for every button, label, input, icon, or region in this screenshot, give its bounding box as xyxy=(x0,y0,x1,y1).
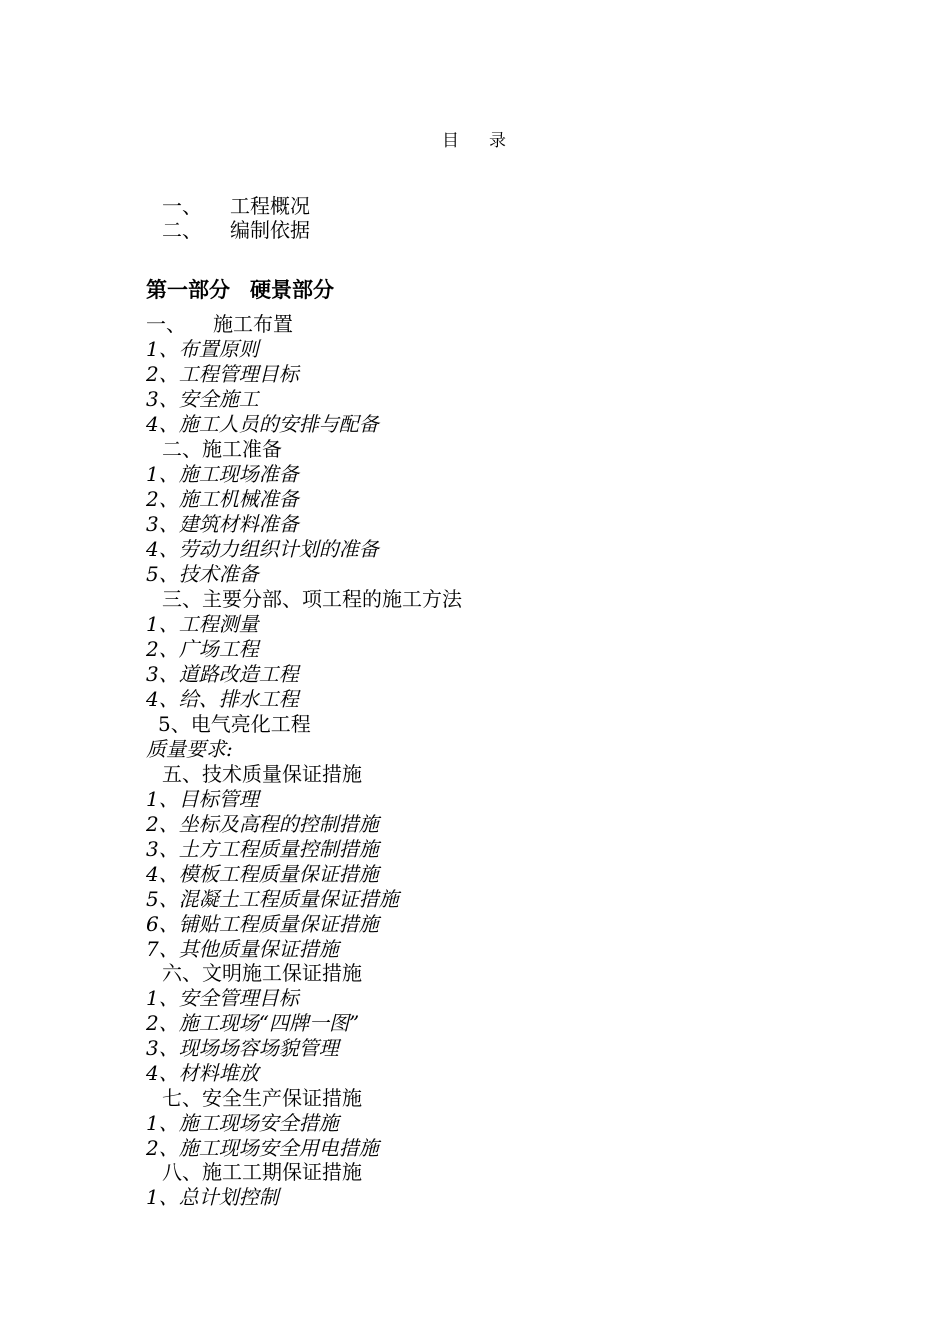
toc-line: 4、劳动力组织计划的准备 xyxy=(146,537,379,561)
toc-line: 5、技术准备 xyxy=(146,562,259,586)
toc-line: 5、电气亮化工程 xyxy=(158,712,311,736)
toc-line: 2、广场工程 xyxy=(146,637,259,661)
toc-section: 八、施工工期保证措施 xyxy=(162,1160,362,1184)
toc-title xyxy=(0,126,950,151)
toc-section: 五、技术质量保证措施 xyxy=(162,762,362,786)
toc-line: 2、施工现场安全用电措施 xyxy=(146,1136,379,1160)
toc-line: 1、施工现场安全措施 xyxy=(146,1111,339,1135)
toc-section: 六、文明施工保证措施 xyxy=(162,961,362,985)
part-heading: 第一部分 硬景部分 xyxy=(146,277,334,302)
toc-line: 3、建筑材料准备 xyxy=(146,512,299,536)
toc-line: 7、其他质量保证措施 xyxy=(146,937,339,961)
toc-section: 二、施工准备 xyxy=(162,437,282,461)
toc-line: 1、布置原则 xyxy=(146,337,259,361)
toc-line: 4、施工人员的安排与配备 xyxy=(146,412,379,436)
toc-line: 2、施工机械准备 xyxy=(146,487,299,511)
toc-line: 3、安全施工 xyxy=(146,387,259,411)
toc-line: 1、工程测量 xyxy=(146,612,259,636)
toc-line: 6、铺贴工程质量保证措施 xyxy=(146,912,379,936)
section-heading: 一、 施工布置 xyxy=(146,312,293,336)
toc-line: 4、给、排水工程 xyxy=(146,687,299,711)
toc-line: 2、坐标及高程的控制措施 xyxy=(146,812,379,836)
toc-line: 2、工程管理目标 xyxy=(146,362,299,386)
toc-line: 1、安全管理目标 xyxy=(146,986,299,1010)
intro-item: 一、 工程概况 xyxy=(162,194,310,218)
toc-line: 1、总计划控制 xyxy=(146,1185,279,1209)
toc-line: 2、施工现场“四牌一图” xyxy=(146,1011,360,1035)
toc-line: 3、现场场容场貌管理 xyxy=(146,1036,339,1060)
toc-section: 七、安全生产保证措施 xyxy=(162,1086,362,1110)
toc-line: 1、施工现场准备 xyxy=(146,462,299,486)
toc-line: 3、土方工程质量控制措施 xyxy=(146,837,379,861)
toc-line: 5、混凝土工程质量保证措施 xyxy=(146,887,399,911)
toc-section: 三、主要分部、项工程的施工方法 xyxy=(162,587,462,611)
toc-line: 质量要求: xyxy=(146,737,233,761)
toc-line: 4、模板工程质量保证措施 xyxy=(146,862,379,886)
toc-line: 1、目标管理 xyxy=(146,787,259,811)
intro-item: 二、 编制依据 xyxy=(162,218,310,242)
toc-line: 4、材料堆放 xyxy=(146,1061,259,1085)
toc-title-left: 目 xyxy=(442,131,461,151)
toc-title-right: 录 xyxy=(489,131,508,151)
toc-line: 3、道路改造工程 xyxy=(146,662,299,686)
